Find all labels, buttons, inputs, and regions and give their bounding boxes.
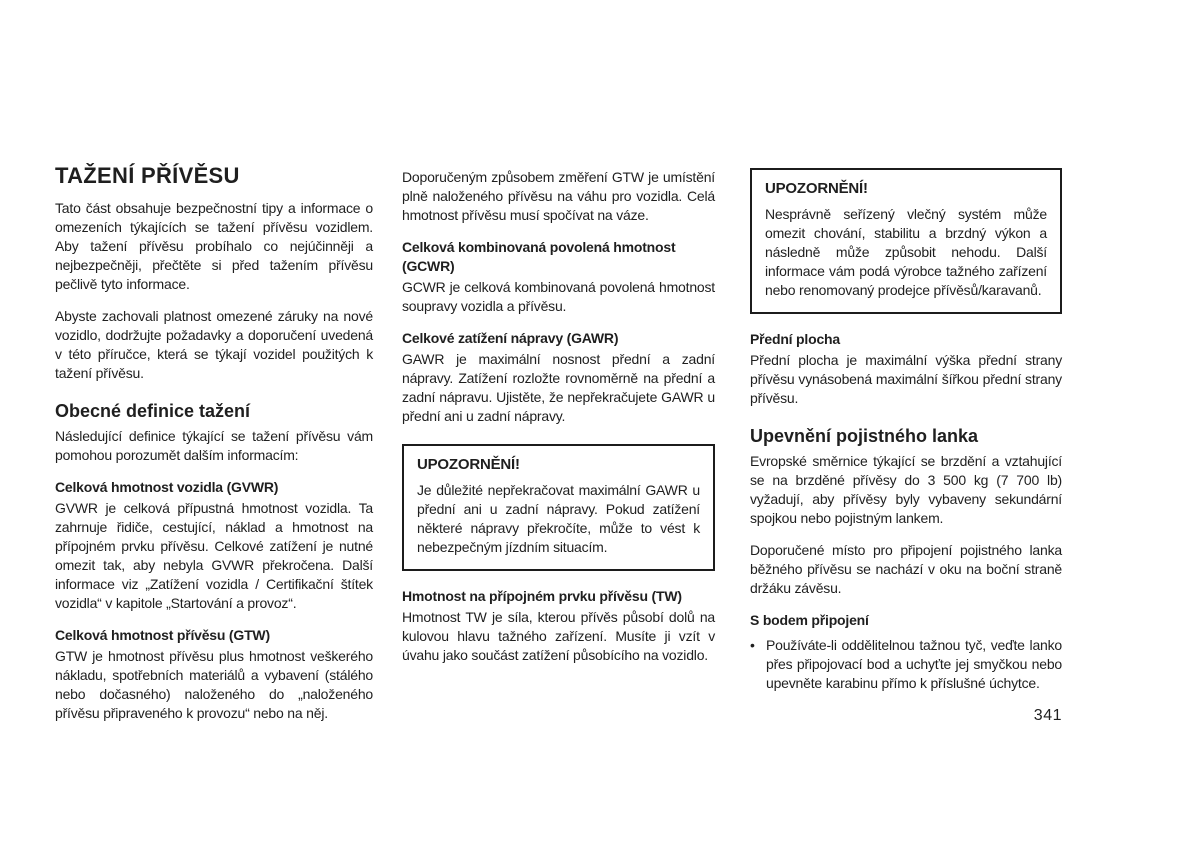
page-number: 341 [1033, 707, 1062, 724]
definition-heading-gvwr: Celková hmotnost vozidla (GVWR) [55, 479, 279, 495]
definition-body-gtw: GTW je hmotnost přívěsu plus hmotnost veškerého nákladu, spotřebních materiálů a vybavení (stálého nebo dočasného) naloženého do „naloženého přívěsu připraveného k provozu“ nebo na něj. [55, 648, 373, 721]
bullet-text: Používáte-li oddělitelnou tažnou tyč, veďte lanko přes připojovací bod a uchyťte jej smyčkou nebo upevněte karabinu přímo k příslušné úchytce. [766, 637, 1062, 691]
warning-body: Nesprávně seřízený vlečný systém může omezit chování, stabilitu a brzdný výkon a následně může způsobit nehodu. Další informace vám podá výrobce tažného zařízení nebo renomovaný prodejce přívěsů/karavanů. [765, 206, 1047, 298]
intro-paragraph-1: Tato část obsahuje bezpečnostní tipy a informace o omezeních týkajících se tažení přívěsu vozidlem. Aby tažení přívěsu probíhalo co nejúčinněji a nejbezpečněji, přečtěte si před tažením přívěsu pečlivě tyto informace. [55, 200, 373, 292]
warning-box-towing-system [750, 168, 1062, 314]
definition-heading-gcwr: Celková kombinovaná povolená hmotnost (GCWR) [402, 239, 676, 274]
section-heading-towing-definitions: Obecné definice tažení [55, 401, 251, 421]
gtw-continued-paragraph: Doporučeným způsobem změření GTW je umístění plně naloženého přívěsu na váhu pro vozidla. Celá hmotnost přívěsu musí spočívat na váze. [402, 169, 715, 223]
heading-attachment-point: S bodem připojení [750, 612, 869, 628]
definition-body-gawr: GAWR je maximální nosnost přední a zadní nápravy. Zatížení rozložte rovnoměrně na přední a zadní nápravu. Ujistěte, že nepřekračujete GAWR u přední ani u zadní nápravy. [402, 351, 715, 424]
warning-body: Je důležité nepřekračovat maximální GAWR u přední ani u zadní nápravy. Pokud zatížení některé nápravy překročíte, může to vést k nebezpečným jízdním situacím. [417, 482, 700, 555]
section-heading-safety-lanyard: Upevnění pojistného lanka [750, 426, 979, 446]
bullet-marker: • [750, 637, 755, 653]
warning-title: UPOZORNĚNÍ! [417, 456, 520, 473]
lanyard-paragraph-1: Evropské směrnice týkající se brzdění a vztahující se na brzděné přívěsy do 3 500 kg (7 700 lb) vyžadují, aby přívěsy byly vybaveny sekundární spojkou nebo pojistným lankem. [750, 453, 1062, 526]
definitions-intro: Následující definice týkající se tažení přívěsu vám pomohou porozumět dalším informacím: [55, 428, 373, 463]
column-right [750, 168, 1062, 725]
definition-body-tw: Hmotnost TW je síla, kterou přívěs působí dolů na kulovou hlavu tažného zařízení. Musíte ji vzít v úvahu jako součást zatížení působícího na vozidlo. [402, 609, 715, 663]
column-left [55, 163, 373, 736]
intro-paragraph-2: Abyste zachovali platnost omezené záruky na nové vozidlo, dodržujte požadavky a doporučení uvedená v této příručce, která se týkají vozidel použitých k tažení přívěsu. [55, 308, 373, 381]
lanyard-paragraph-2: Doporučené místo pro připojení pojistného lanka běžného přívěsu se nachází v oku na boční straně držáku závěsu. [750, 542, 1062, 596]
page-title: TAŽENÍ PŘÍVĚSU [55, 163, 240, 188]
definition-heading-gawr: Celkové zatížení nápravy (GAWR) [402, 330, 619, 346]
body-front-area: Přední plocha je maximální výška přední strany přívěsu vynásobená maximální šířkou přední strany přívěsu. [750, 352, 1062, 406]
definition-body-gcwr: GCWR je celková kombinovaná povolená hmotnost soupravy vozidla a přívěsu. [402, 279, 715, 314]
list-item [750, 636, 1062, 693]
heading-front-area: Přední plocha [750, 331, 840, 347]
definition-heading-gtw: Celková hmotnost přívěsu (GTW) [55, 627, 270, 643]
column-middle [402, 168, 715, 678]
warning-box-gawr [402, 444, 715, 571]
warning-title: UPOZORNĚNÍ! [765, 180, 868, 197]
definition-body-gvwr: GVWR je celková přípustná hmotnost vozidla. Ta zahrnuje řidiče, cestující, náklad a hmotnost na přípojném prvku přívěsu. Celkové zatížení je nutné omezit tak, aby nebyla GVWR překročena. Další informace viz „Zatížení vozidla / Certifikační štítek vozidla“ v kapitole „Startování a provoz“. [55, 500, 373, 611]
definition-heading-tw: Hmotnost na přípojném prvku přívěsu (TW) [402, 588, 682, 604]
